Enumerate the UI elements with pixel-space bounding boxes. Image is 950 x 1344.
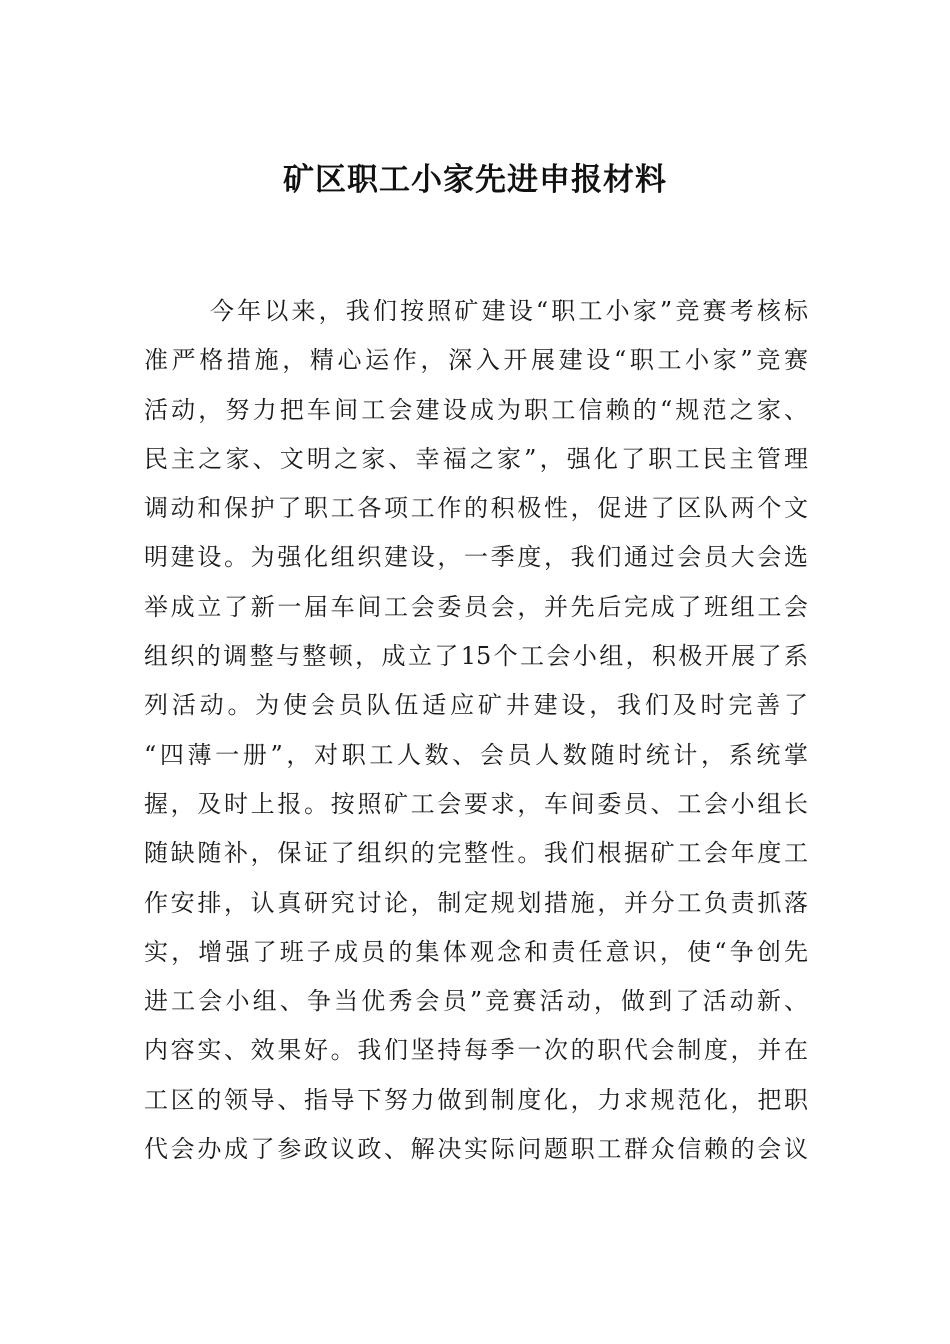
body-line: 准严格措施，精心运作，深入开展建设“职工小家”竞赛 xyxy=(144,346,808,375)
body-line: 作安排，认真研究讨论，制定规划措施，并分工负责抓落 xyxy=(144,888,808,917)
body-line: 进工会小组、争当优秀会员”竞赛活动，做到了活动新、 xyxy=(144,987,808,1016)
body-line: 工区的领导、指导下努力做到制度化，力求规范化，把职 xyxy=(144,1085,808,1114)
body-line: 随缺随补，保证了组织的完整性。我们根据矿工会年度工 xyxy=(144,839,808,868)
document-title: 矿区职工小家先进申报材料 xyxy=(283,162,667,198)
body-line: 民主之家、文明之家、幸福之家”，强化了职工民主管理 xyxy=(144,444,808,473)
body-line: “四薄一册”，对职工人数、会员人数随时统计，系统掌 xyxy=(144,740,808,769)
body-line: 实，增强了班子成员的集体观念和责任意识，使“争创先 xyxy=(144,937,808,966)
body-line: 调动和保护了职工各项工作的积极性，促进了区队两个文 xyxy=(144,494,808,523)
body-line: 内容实、效果好。我们坚持每季一次的职代会制度，并在 xyxy=(144,1036,808,1065)
body-line: 列活动。为使会员队伍适应矿井建设，我们及时完善了 xyxy=(144,691,808,720)
body-line: 代会办成了参政议政、解决实际问题职工群众信赖的会议 xyxy=(144,1135,808,1164)
body-line: 组织的调整与整顿，成立了15个工会小组，积极开展了系 xyxy=(144,642,808,671)
body-line: 举成立了新一届车间工会委员会，并先后完成了班组工会 xyxy=(144,592,808,621)
body-line: 明建设。为强化组织建设，一季度，我们通过会员大会选 xyxy=(144,543,808,572)
body-line: 活动，努力把车间工会建设成为职工信赖的“规范之家、 xyxy=(144,395,808,424)
document-body xyxy=(144,287,808,1174)
body-line: 今年以来，我们按照矿建设“职工小家”竞赛考核标 xyxy=(210,297,808,325)
body-line: 握，及时上报。按照矿工会要求，车间委员、工会小组长 xyxy=(144,789,808,818)
